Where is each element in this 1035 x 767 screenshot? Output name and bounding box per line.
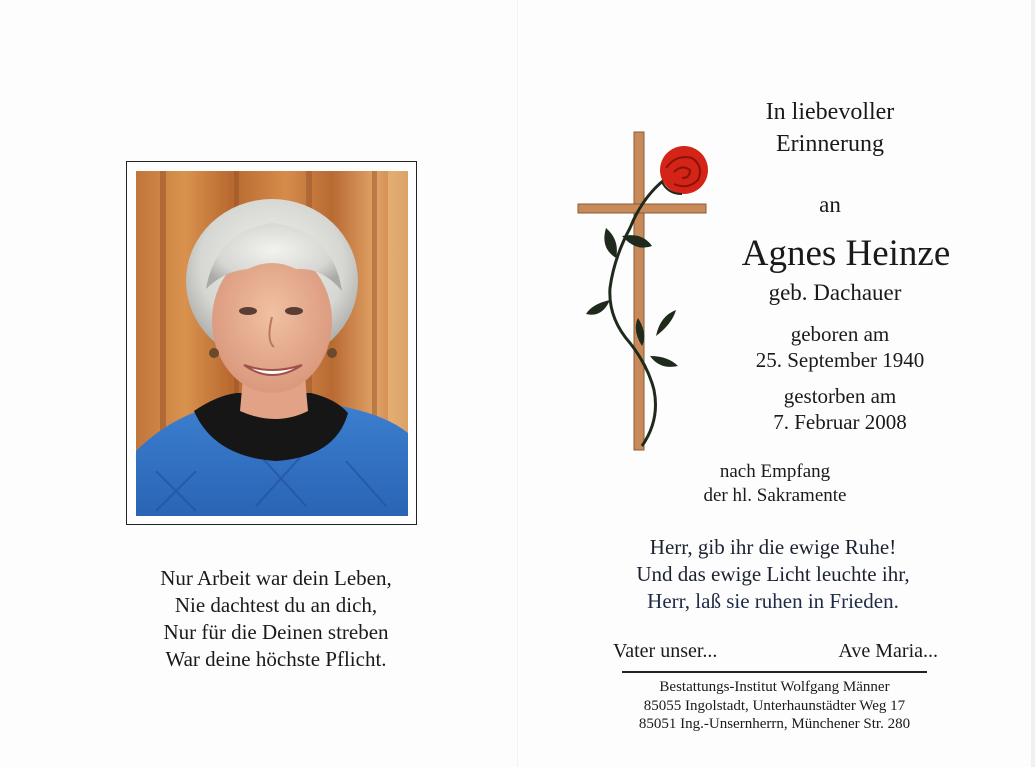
verse-line: Nie dachtest du an dich, bbox=[174, 593, 378, 617]
life-dates bbox=[725, 321, 955, 435]
maiden-name: geb. Dachauer bbox=[768, 280, 902, 305]
born-label: geboren am bbox=[790, 322, 890, 346]
divider-line bbox=[622, 671, 927, 673]
died-date: 7. Februar 2008 bbox=[773, 410, 907, 434]
undertaker-info bbox=[612, 678, 937, 734]
card-edge bbox=[1031, 0, 1035, 767]
sacrament-note bbox=[680, 460, 870, 508]
prayer-line: Herr, laß sie ruhen in Frieden. bbox=[647, 589, 899, 613]
undertaker-line: Bestattungs-Institut Wolfgang Männer bbox=[659, 679, 890, 695]
ave-maria-label: Ave Maria... bbox=[838, 640, 938, 662]
sacrament-line: nach Empfang bbox=[719, 461, 831, 482]
prayer-text bbox=[600, 534, 946, 615]
card-fold bbox=[517, 0, 518, 767]
undertaker-line: 85051 Ing.-Unsernherrn, Münchener Str. 280 bbox=[638, 716, 911, 732]
undertaker-line: 85055 Ingolstadt, Unterhaunstädter Weg 17 bbox=[643, 697, 906, 714]
sacrament-line: der hl. Sakramente bbox=[703, 485, 847, 506]
intro-line: In liebevoller bbox=[765, 99, 895, 125]
portrait-frame bbox=[126, 161, 417, 525]
born-date: 25. September 1940 bbox=[755, 348, 925, 372]
vater-unser-label: Vater unser... bbox=[613, 640, 718, 662]
verse-line: War deine höchste Pflicht. bbox=[165, 647, 387, 671]
portrait-image bbox=[136, 171, 408, 516]
died-label: gestorben am bbox=[783, 384, 897, 408]
poem-verse bbox=[126, 565, 426, 673]
intro-text bbox=[720, 96, 940, 160]
verse-line: Nur für die Deinen streben bbox=[163, 620, 389, 644]
deceased-name: Agnes Heinze bbox=[741, 233, 951, 274]
portrait-photo bbox=[136, 171, 408, 516]
prayer-references bbox=[613, 640, 938, 663]
an-label: an bbox=[819, 192, 841, 217]
cross-with-rose-icon bbox=[572, 128, 722, 453]
verse-line: Nur Arbeit war dein Leben, bbox=[160, 566, 392, 590]
prayer-line: Herr, gib ihr die ewige Ruhe! bbox=[649, 535, 897, 559]
intro-line: Erinnerung bbox=[776, 131, 884, 157]
prayer-line: Und das ewige Licht leuchte ihr, bbox=[636, 562, 910, 586]
